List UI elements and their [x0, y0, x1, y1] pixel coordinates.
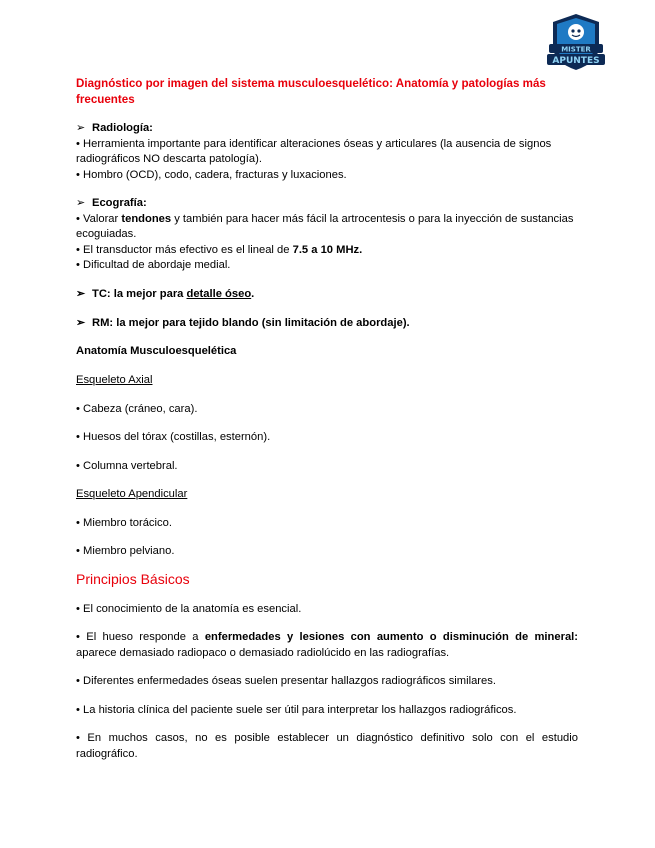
radiologia-bullet: • Herramienta importante para identificar alteraciones óseas y articulares (la ausencia de signos radiográficos NO descarta patología).	[76, 137, 552, 165]
apendicular-heading: Esqueleto Apendicular	[76, 488, 188, 500]
ecografia-bullet: • Dificultad de abordaje medial.	[76, 259, 231, 271]
arrow-bullet-icon: ➢	[76, 122, 86, 134]
list-item: • Miembro pelviano.	[76, 545, 175, 557]
list-item: • Huesos del tórax (costillas, esternón).	[76, 431, 271, 443]
section-rm: ➢ RM: la mejor para tejido blando (sin limitación de abordaje).	[76, 316, 578, 332]
ecografia-bullet: • Valorar tendones y también para hacer más fácil la artrocentesis o para la inyección de sustancias ecoguiadas.	[76, 212, 574, 240]
mister-apuntes-logo-icon	[545, 12, 607, 72]
principio-item: • El hueso responde a enfermedades y lesiones con aumento o disminución de mineral: aparece demasiado radiopaco o demasiado radiolúcido en las radiografías.	[76, 631, 578, 659]
arrow-bullet-icon: ➢	[76, 288, 86, 300]
svg-text:APUNTES: APUNTES	[552, 56, 600, 66]
principio-item: • En muchos casos, no es posible establecer un diagnóstico definitivo solo con el estudio radiográfico.	[76, 732, 578, 760]
principio-item: • Diferentes enfermedades óseas suelen presentar hallazgos radiográficos similares.	[76, 675, 496, 687]
list-item: • Columna vertebral.	[76, 460, 178, 472]
axial-heading: Esqueleto Axial	[76, 374, 153, 386]
section-tc: ➢ TC: la mejor para detalle óseo.	[76, 287, 578, 303]
ecografia-bullet: • El transductor más efectivo es el lineal de 7.5 a 10 MHz.	[76, 243, 363, 256]
section-radiologia	[76, 121, 578, 183]
arrow-bullet-icon: ➢	[76, 317, 86, 329]
arrow-bullet-icon: ➢	[76, 197, 86, 209]
principio-item: • La historia clínica del paciente suele ser útil para interpretar los hallazgos radiográficos.	[76, 704, 517, 716]
principios-heading: Principios Básicos	[76, 571, 190, 587]
radiologia-bullet: • Hombro (OCD), codo, cadera, fracturas y luxaciones.	[76, 168, 347, 181]
radiologia-heading: ➢ Radiología:	[76, 121, 578, 137]
principio-item: • El conocimiento de la anatomía es esencial.	[76, 603, 302, 615]
list-item: • Cabeza (cráneo, cara).	[76, 403, 198, 415]
document-title: Diagnóstico por imagen del sistema musculoesquelético: Anatomía y patologías más frecuentes	[76, 77, 546, 106]
svg-text:MISTER: MISTER	[561, 45, 591, 54]
section-ecografia	[76, 196, 578, 274]
anatomia-heading: Anatomía Musculoesquelética	[76, 345, 237, 357]
list-item: • Miembro torácico.	[76, 517, 172, 529]
ecografia-heading: ➢ Ecografía:	[76, 196, 578, 212]
